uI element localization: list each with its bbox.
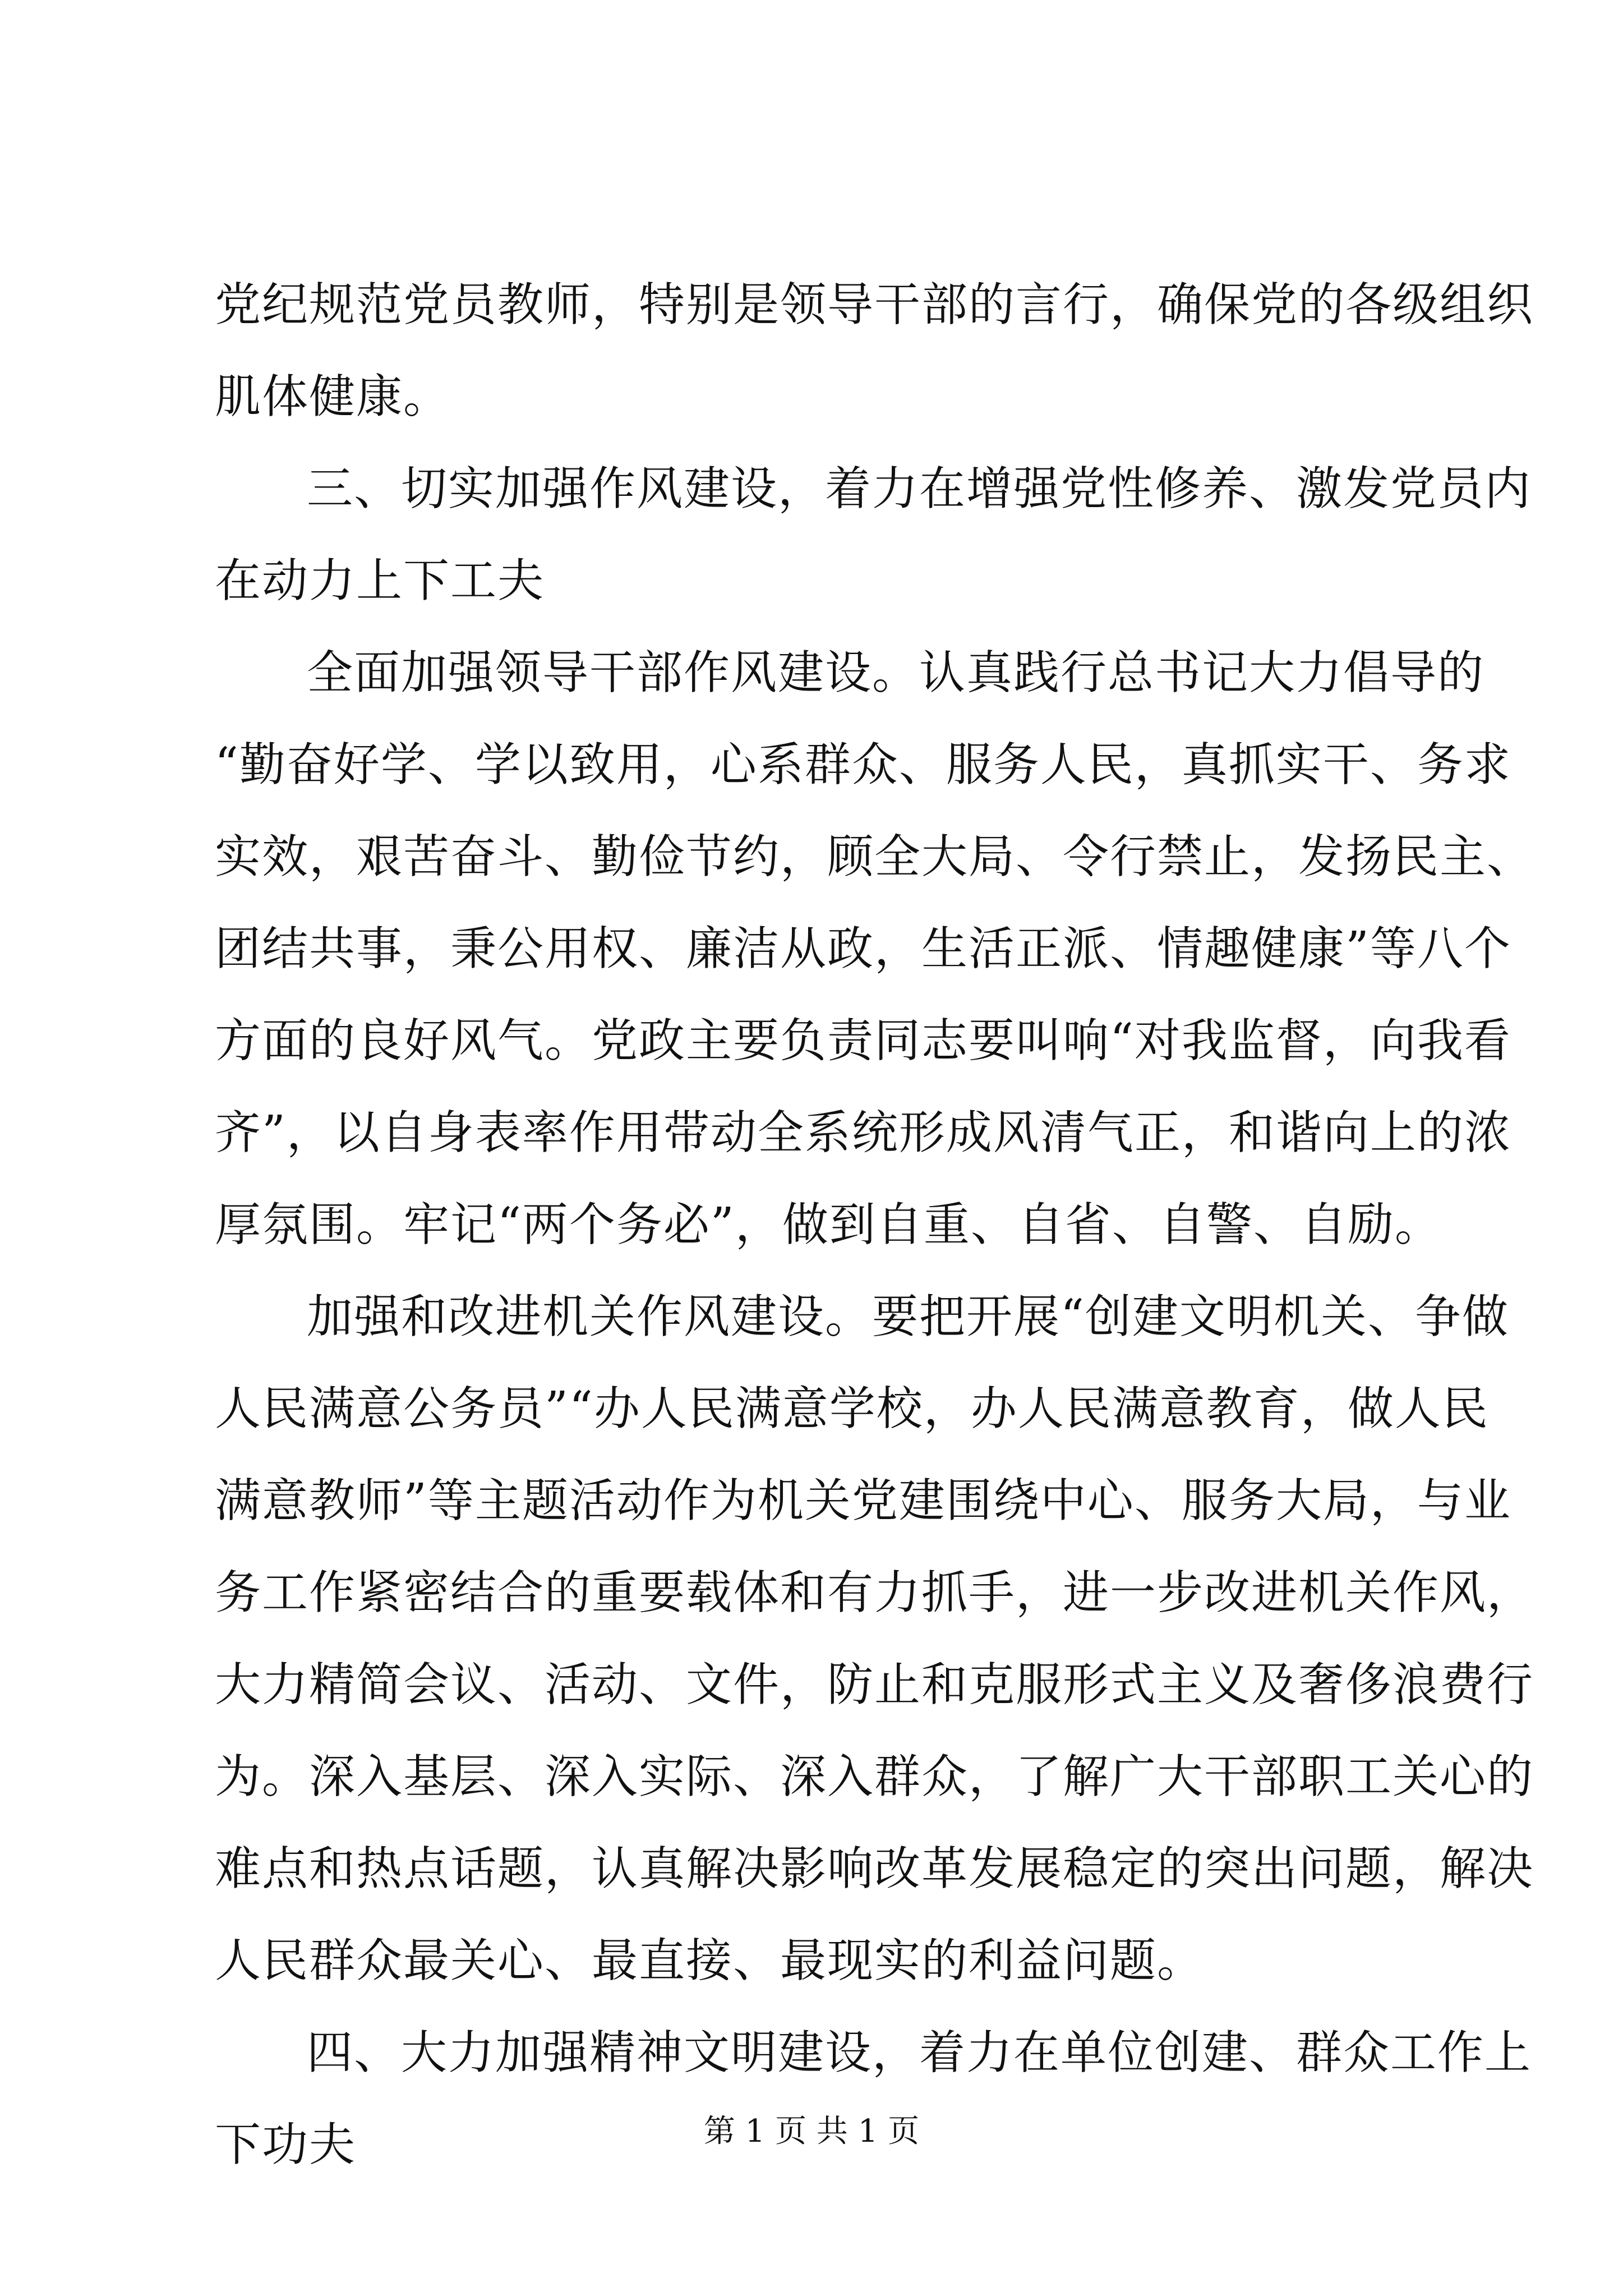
paragraph-start-line: 全面加强领导干部作风建设。认真践行总书记大力倡导的 [307,646,1485,700]
text-line: 党纪规范党员教师，特别是领导干部的言行，确保党的各级组织 [215,278,1534,332]
text-line: “勤奋好学、学以致用，心系群众、服务人民，真抓实干、务求 [215,738,1511,792]
document-body [215,259,1534,2191]
page-number-label: 第 1 页 共 1 页 [703,2113,920,2150]
text-line: 实效，艰苦奋斗、勤俭节约，顾全大局、令行禁止，发扬民主、 [215,830,1534,884]
text-line: 务工作紧密结合的重要载体和有力抓手，进一步改进机关作风， [215,1566,1534,1619]
paragraph-start-line: 加强和改进机关作风建设。要把开展“创建文明机关、争做 [307,1290,1509,1343]
text-line: 齐”，以自身表率作用带动全系统形成风清气正，和谐向上的浓 [215,1106,1511,1159]
text-line: 为。深入基层、深入实际、深入群众，了解广大干部职工关心的 [215,1750,1534,1803]
section-heading-line: 在动力上下工夫 [215,554,545,608]
section-heading-line: 下功夫 [215,2118,357,2171]
text-line: 人民满意公务员”“办人民满意学校，办人民满意教育，做人民 [215,1382,1489,1435]
text-line: 人民群众最关心、最直接、最现实的利益问题。 [215,1934,1205,1987]
section-heading-line: 四、大力加强精神文明建设，着力在单位创建、群众工作上 [307,2026,1532,2079]
text-line: 满意教师”等主题活动作为机关党建围绕中心、服务大局，与业 [215,1474,1511,1527]
section-heading-line: 三、切实加强作风建设，着力在增强党性修养、激发党员内 [307,462,1532,516]
text-line: 难点和热点话题，认真解决影响改革发展稳定的突出问题，解决 [215,1842,1534,1895]
text-line: 方面的良好风气。党政主要负责同志要叫响“对我监督，向我看 [215,1014,1511,1068]
text-line: 团结共事，秉公用权、廉洁从政，生活正派、情趣健康”等八个 [215,922,1511,976]
page-footer [0,2109,1623,2154]
text-line: 肌体健康。 [215,370,451,424]
text-line: 厚氛围。牢记“两个务必”，做到自重、自省、自警、自励。 [215,1198,1442,1251]
text-line: 大力精简会议、活动、文件，防止和克服形式主义及奢侈浪费行 [215,1658,1534,1711]
